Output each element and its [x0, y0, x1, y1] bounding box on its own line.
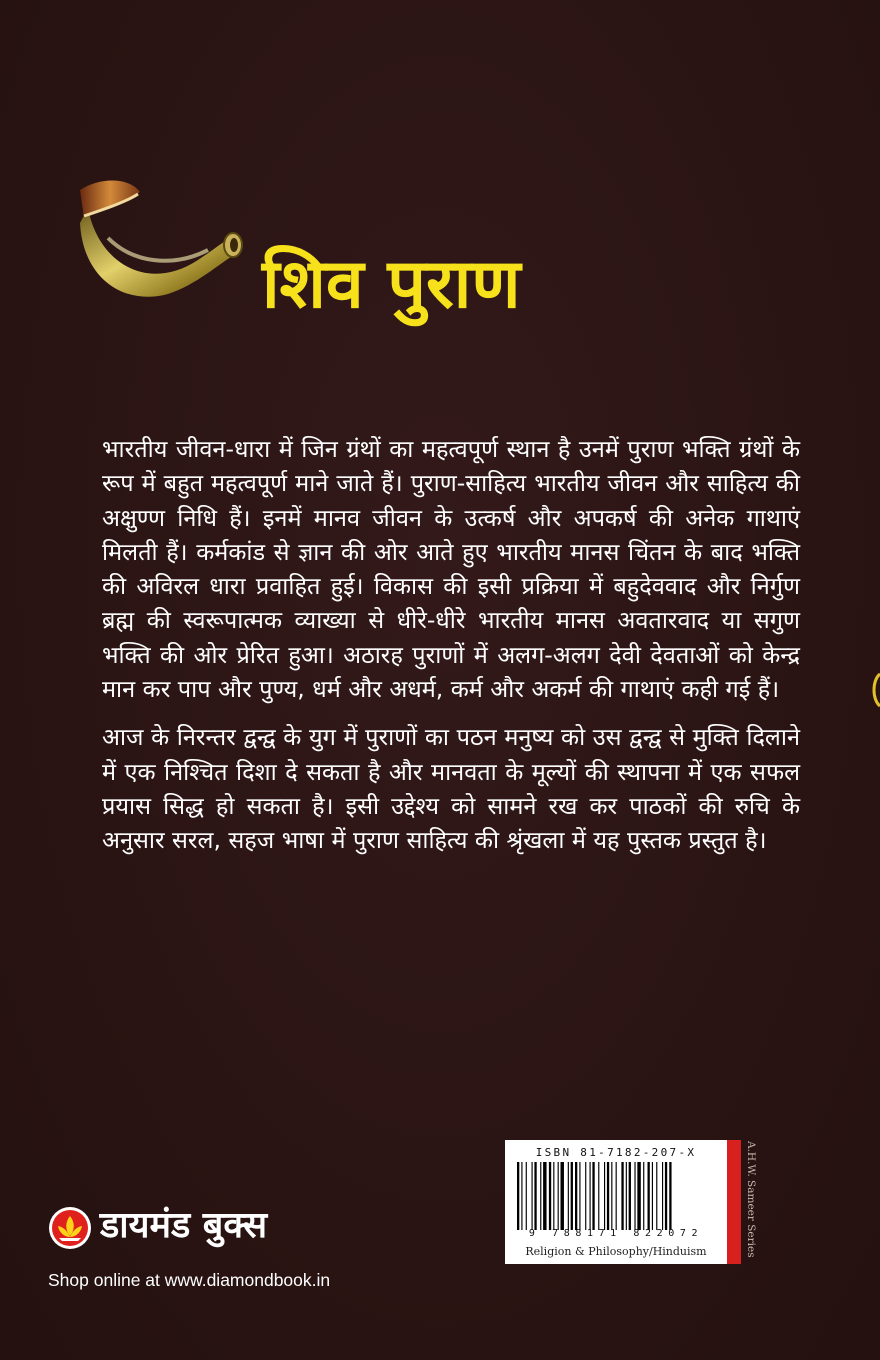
- barcode-bars: [517, 1162, 717, 1230]
- publisher-name: डायमंड बुक्स: [100, 1205, 268, 1246]
- isbn-barcode: [505, 1140, 727, 1264]
- book-title: शिव पुराण: [262, 245, 521, 324]
- blurb-text: [102, 432, 800, 858]
- book-category: Religion & Philosophy/Hinduism: [525, 1245, 707, 1258]
- lotus-logo-icon: [48, 1206, 92, 1250]
- series-label: A.H.W. Sameer Series: [745, 1141, 757, 1258]
- red-strip: [727, 1140, 741, 1264]
- shop-online-text: Shop online at www.diamondbook.in: [48, 1270, 331, 1290]
- blurb-paragraph-1: भारतीय जीवन-धारा में जिन ग्रंथों का महत्वपूर्ण स्थान है उनमें पुराण भक्ति ग्रंथों के रूप में बहुत महत्वपूर्ण माने जाते हैं। पुराण-साहित्य भारतीय जीवन और साहित्य की अक्षुण्ण निधि हैं। इनमें मानव जीवन के उत्कर्ष और अपकर्ष की अनेक गाथाएं मिलती हैं। कर्मकांड से ज्ञान की ओर आते हुए भारतीय मानस चिंतन के बाद भक्ति की अविरल धारा प्रवाहित हुई। विकास की इसी प्रक्रिया में बहुदेववाद और निर्गुण ब्रह्म की स्वरूपात्मक व्याख्या से धीरे-धीरे भारतीय मानस अवतारवाद या सगुण भक्ति की ओर प्रेरित हुआ। अठारह पुराणों में अलग-अलग देवी देवताओं को केन्द्र मान कर पाप और पुण्य, धर्म और अधर्म, कर्म और अकर्म की गाथाएं कही गई हैं।: [102, 435, 800, 704]
- spine-edge-mark: [868, 670, 880, 710]
- isbn-number: ISBN 81-7182-207-X: [535, 1146, 697, 1159]
- series-label-wrap: [744, 1141, 758, 1265]
- barcode-digits: 9 788171 822072: [528, 1228, 704, 1239]
- blurb-paragraph-2: आज के निरन्तर द्वन्द्व के युग में पुराणों का पठन मनुष्य को उस द्वन्द्व से मुक्ति दिलाने में एक निश्चित दिशा दे सकता है और मानवता के मूल्यों की स्थापना में एक सफल प्रयास सिद्ध हो सकता है। इसी उद्देश्य को सामने रख कर पाठकों की रुचि के अनुसार सरल, सहज भाषा में पुराण साहित्य की श्रृंखला में यह पुस्तक प्रस्तुत है।: [102, 723, 800, 855]
- conch-shell-icon: [78, 168, 248, 318]
